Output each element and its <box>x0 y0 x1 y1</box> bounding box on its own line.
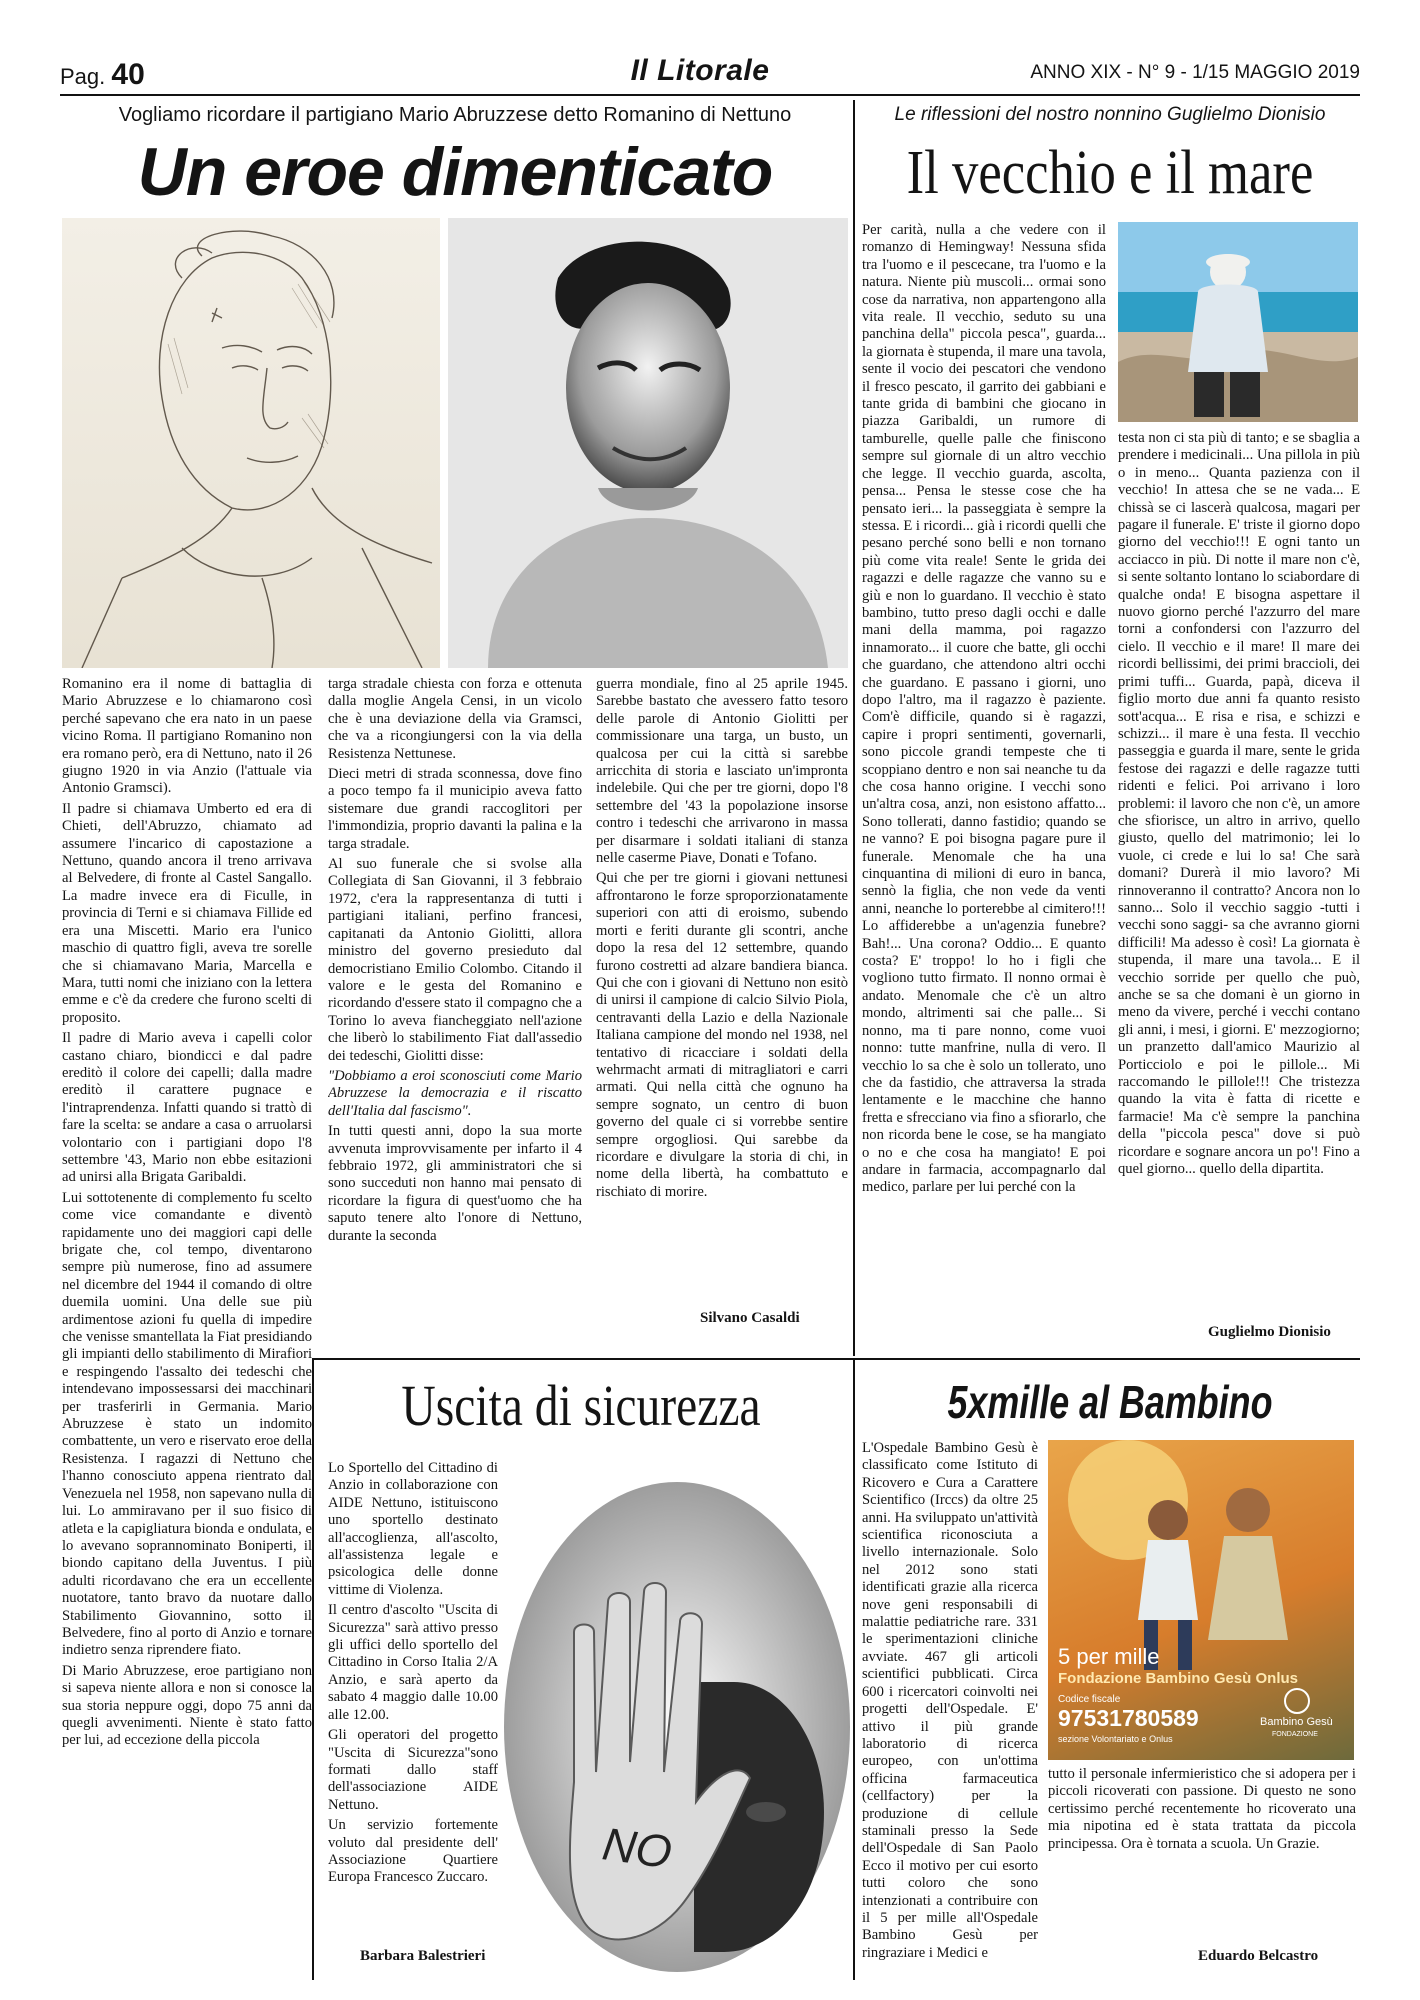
bambino-title: 5xmille al Bambino <box>947 1376 1273 1428</box>
issue-info: ANNO XIX - N° 9 - 1/15 MAGGIO 2019 <box>1030 62 1360 83</box>
lower-divider <box>853 1358 855 1980</box>
old-man-by-sea-photo <box>1118 222 1358 422</box>
page-number-value: 40 <box>111 58 145 91</box>
right-byline: Guglielmo Dionisio <box>1208 1324 1331 1340</box>
page-label: Pag. <box>60 64 106 89</box>
left-article-col-2: targa stradale chiesta con forza e ottenuta dalla moglie Angela Censi, in un vicolo che è una deviazione della via Gramsci, che va a ricongiungersi con la via della Resistenza Nettunese. Dieci metri di strada sconnessa, dove fino a poco tempo fa il municipio aveva fatto sistemare due grandi raccoglitori per l'immondizia, proprio davanti la palina e la targa stradale. Al suo funerale che si svolse alla Collegiata di San Giovanni, il 3 febbraio 1972, c'era la rappresentanza di tutti i partigiani italiani, perfino francesi, capitanati da Antonio Giolitti, allora ministro del governo presieduto dal democristiano Emilio Colombo. Citando il valore e le gesta del Romanino e ricordando d'essere stato il compagno che a Torino lo aveva fiancheggiato nell'azione che liberò lo stabilimento Fiat dall'assedio dei tedeschi, Giolitti disse: "Dobbiamo a eroi sconosciuti come Mario Abruzzese la democrazia e il riscatto dell'Italia dal fascismo". In tutti questi anni, dopo la sua morte avvenuta improvvisamente per infarto il 4 febbraio 1972, gli amministratori che si sono succeduti non hanno mai pensato di ricordare la figura di quest'uomo che ha saputo tenere alto l'onore di Nettuno, durante la seconda <box>328 676 582 1244</box>
right-kicker: Le riflessioni del nostro nonnino Guglielmo Dionisio <box>894 104 1326 125</box>
exit-title: Uscita di sicurezza <box>401 1373 761 1438</box>
poster-code-label: Codice fiscale <box>1058 1694 1121 1705</box>
poster-logo-sub: FONDAZIONE <box>1272 1731 1318 1738</box>
lower-section-rule <box>312 1358 1360 1360</box>
hand-no-text: NO <box>599 1817 675 1879</box>
right-article-col-1: Per carità, nulla a che vedere con il romanzo di Hemingway! Nessuna sfida tra l'uomo e il pescecane, tra l'uomo e la natura. Niente più muscoli... ormai sono cose da narrativa, non appartengono alla vita reale. Il vecchio, seduto su una panchina della" piccola pesca", guarda... la giornata è stupenda, il mare una tavola, sente il vocio dei pescatori che vendono il fresco pescato, il garrito dei gabbiani e tante grida di bambini che giocano in piazza Garibaldi, un rumore di tamburelle, quelle palle che finiscono sempre sul giornale di un altro vecchio che legge. Il vecchio guarda, ascolta, pensa... Pensa le stesse cose che ha pensato ieri... la passeggiata è sempre la stessa. E i ricordi... già i ricordi quelli che pesano perché sono belli e non tornano più come vita reale! Sente le grida dei ragazzi e delle ragazze che vanno su e giù e non lo guardano. Il vecchio è stato bambino, tutto preso dagli occhi e dalle mani della mamma, poi ragazzo innamorato... il cuore che batte, gli occhi che guardano, che attendono altri occhi che guardano. E passano i giorni, uno dopo l'altro, ma il ragazzo è paziente. Com'è difficile, quando si è ragazzi, capire i propri sentimenti, governarli, sono piccole grandi tempeste che ti scoppiano dentro e non sai neanche tu da che cosa hanno origine. I vecchi sono un'altra cosa, anzi, non esistono affatto... Sono tollerati, danno fastidio; quando se ne vanno? E poi bisogna pagare pure il funerale. Menomale che ha una cinquantina di milioni di euro in banca, sennò la figlia, che non vede da venti anni, neanche lo porterebbe al cimitero!!! Lo affiderebbe a un'agenzia funebre? Bah!... Una corona? Oddio... E quanto costa? E' troppo! lo ho i figli che vogliono tutto firmato. Il nonno ormai è andato. Menomale che c'è un altro mondo, altrimenti sai che palle... Si nonno, ma ti pare nonno, come vuoi nonno: tutte manfrine, nulla di vero. Il vecchio lo sa che è solo un tollerato, uno che da fastidio, che attraversa la strada lentamente e le macchine che hanno fretta e sfrecciano via fino a sfiorarlo, che non ricorda bene le cose, se ha mangiato o no e che cosa ha mangiato! E poi andare in farmacia, accompagnarlo dal medico, parlare per lui perché con la <box>862 222 1106 1196</box>
left-byline: Silvano Casaldi <box>700 1310 800 1326</box>
poster-line1: 5 per mille <box>1058 1644 1160 1669</box>
bambino-byline: Eduardo Belcastro <box>1198 1948 1319 1964</box>
bambino-gesu-poster <box>1048 1440 1354 1760</box>
bambino-col-2: tutto il personale infermieristico che si adopera per i piccoli ricoverati con passione. Di questo ne sono certissimo perché recentemente ho ricoverato una mia nipotina ed è stata trattata da piccola principessa. Ora è tornata a scuola. Un Grazie. <box>1048 1766 1356 1852</box>
column-divider <box>853 100 855 1356</box>
bambino-col-1: L'Ospedale Bambino Gesù è classificato come Istituto di Ricovero e Cura a Carattere Scientifico (Irccs) da oltre 25 anni. Ha sviluppato un'attività scientifica riconosciuta a livello internazionale. Solo nel 2012 sono stati identificati grazie alla ricerca nove geni responsabili di malattie pediatriche rare. 331 le sperimentazioni cliniche avviate. 467 gli articoli scientifici pubblicati. Circa 600 i ricercatori coinvolti nei progetti dell'Ospedale. E' attivo il più grande laboratorio di ricerca europeo, con un'ottima officina farmaceutica (cellfactory) per la produzione di cellule staminali presso la Sede dell'Ospedale di San Paolo Ecco il motivo per cui esorto tutti coloro che sono intenzionati a contribuire con il 5 per mille all'Ospedale Bambino Gesù per ringraziare i Medici e <box>862 1440 1038 1961</box>
left-article-col-3: guerra mondiale, fino al 25 aprile 1945. Sarebbe bastato che avessero fatto tesoro delle parole di Antonio Giolitti per commissionare una targa, un busto, un qualcosa per cui la città si sarebbe arricchita di storia e lasciato un'impronta indelebile. Qui che per tre giorni, dopo l'8 settembre del '43 la popolazione insorse contro i tedeschi che arrivarono in massa per disarmare i soldati italiani di stanza nelle caserme Piave, Donati e Tofano. Qui che per tre giorni i giovani nettunesi affrontarono le forze sproporzionatamente superiori con atti di eroismo, subendo morti e feriti durante gli scontri, anche dopo la resa del 12 settembre, quando furono costretti ad alzare bandiera bianca. Qui che con i giovani di Nettuno non esitò di unirsi il campione di calcio Silvio Piola, centravanti della Lazio e della Nazionale Italiana campione del mondo nel 1938, nel tentativo di ricacciare i soldati della wehrmacht armati di mitragliatori e carri armati. Qui nella città che ognuno ha sempre sognato, un centro di buon governo del quale ci si vorrebbe sentire sempre orgogliosi. Qui sarebbe da ricordare e divulgare la storia di chi, in nome della libertà, ha combattuto e rischiato di morire. <box>596 676 848 1200</box>
left-title: Un eroe dimenticato <box>137 134 773 210</box>
poster-code: 97531780589 <box>1058 1705 1199 1731</box>
page-number <box>60 58 145 92</box>
right-title: Il vecchio e il mare <box>906 139 1314 207</box>
stop-violence-hand-photo <box>504 1482 850 1972</box>
left-article-col-1: Romanino era il nome di battaglia di Mario Abruzzese e lo chiamarono così perché sapevano che era nato in un paese vicino Roma. Il partigiano Romanino non era romano però, era di Nettuno, nato il 26 giugno 1920 in via Anzio (l'attuale via Antonio Gramsci). Il padre si chiamava Umberto ed era di Chieti, dell'Abruzzo, chiamato ad assumere l'incarico di capostazione a Nettuno, quando ancora il treno arrivava al Belvedere, di fronte al Castel Sangallo. La madre invece era di Ficulle, in provincia di Terni e si chiamava Fillide ed era una Miscetti. Mario era l'unico maschio di quattro figli, aveva tre sorelle che si chiamavano Maria, Marcella e Mara, tutti nomi che iniziano con la lettera emme e c'è da credere che furono scelti di proposito. Il padre di Mario aveva i capelli color castano chiaro, biondicci e dal padre ereditò il colore dei capelli; dalla madre ereditò il carattere pugnace e l'intraprendenza. Infatti quando si trattò di fare la scelta: se andare a casa o arruolarsi volontario con i partigiani dopo l'8 settembre '43, Mario non ebbe esitazioni ad unirsi alla Brigata Garibaldi. Lui sottotenente di complemento fu scelto come vice comandante e diventò rapidamente uno dei maggiori capi delle brigate che, col tempo, diventarono sempre più numerose, fino ad assumere nel dicembre del 1944 il comando di oltre duemila uomini. Una delle sue più ardimentose azioni fu quella di impedire che venisse smantellata la Fiat presidiando gli impianti dello stabilimento di Mirafiori e respingendo l'assalto dei tedeschi che intendevano impossessarsi dei macchinari per trasferirli in Germania. Mario Abruzzese è stato un indomito combattente, un vero e riservato eroe della Resistenza. I ragazzi di Nettuno che l'hanno conosciuto appena rientrato dal Venezuela nel 1958, non sapevano nulla di lui. Lo ammiravano per il suo fisico di atleta e la capigliatura bionda e ondulata, e lo avevano soprannominato Boniperti, il biondo capitano della Juventus. I più adulti ricordavano che era un eccellente nuotatore, tanto bravo da nuotare dallo Stabilimento Giovannino, sotto il Belvedere, fino al porto di Anzio e tornare indietro senza riprendere fiato. Di Mario Abruzzese, eroe partigiano non si sapeva niente allora e non si conosce la sua storia neppure oggi, dopo 75 anni da quegli avvenimenti. Niente è stato fatto per lui, ad eccezione della piccola <box>62 676 312 1749</box>
exit-byline: Barbara Balestrieri <box>360 1948 486 1964</box>
left-kicker: Vogliamo ricordare il partigiano Mario Abruzzese detto Romanino di Nettuno <box>118 104 792 126</box>
lower-left-border <box>312 1358 314 1980</box>
swimmer-photo <box>448 218 848 668</box>
right-article-col-2: testa non ci sta più di tanto; e se sbaglia a prendere i medicinali... Una pillola in più o in meno... Quanta pazienza con il vecchio! In attesa che se ne vada... E chissà se ci lascerà qualcosa, magari per pagare il funerale. E' triste il giorno dopo giorno del vecchio!!! E ogni tanto un acciacco in più. Di notte il mare non c'è, si sente soltanto lontano lo sciabordare di qualche onda! E bisogna aspettare il nuovo giorno perché l'azzurro del mare torni a confondersi con l'azzurro del cielo. Il vecchio e il mare! Il mare dei ricordi bellissimi, dei primi braccioli, dei primi tuffi... Guarda, papà, diceva il figlio morto due anni fa quanto resisto sott'acqua... E risa e risa, e schizzi e schizzi... il mare è una festa. Il vecchio passeggia e guarda il mare, sente le grida festose dei ragazzi e delle ragazze tutti ridenti e felici. Poi arrivano i loro problemi: il lavoro che non c'è, un amore che sfiorisce, un altro in arrivo, quello giusto, quello del matrimonio; lei lo vuole, ci crede e lui lo sa! Che sarà domani? Durerà il mio lavoro? Mi rinnoveranno il contratto? Ancora non lo sanno... Solo il vecchio saggio -tutti i vecchi sono saggi- sa che avranno giorni difficili! Ma adesso è così! La giornata è stupenda, il mare una tavola... E il vecchio sorride per quello che può, anche se sa che domani è un giorno in meno da vivere, perché i vecchi contano gli anni, i mesi, i giorni. E' mezzogiorno; un pranzetto dall'amico Maurizio al Porticciolo e poi le pillole... Mi raccomando le pillole!!! Che tristezza quando la vita è fatta di ricette e farmacie! Ma c'è sempre la panchina della "piccola pesca" dove si può ricordare e sognare ancora un po'! Fino a quel giorno... quello della dipartita. <box>1118 430 1360 1178</box>
exit-body: Lo Sportello del Cittadino di Anzio in collaborazione con AIDE Nettuno, istituiscono uno sportello destinato all'accoglienza, all'ascolto, all'assistenza legale e psicologica delle donne vittime di Violenza. Il centro d'ascolto "Uscita di Sicurezza" sarà attivo presso gli uffici dello sportello del Cittadino in Corso Italia 2/A Anzio, e sarà aperto da sabato 4 maggio dalle 10.00 alle 12.00. Gli operatori del progetto "Uscita di Sicurezza"sono formati dallo staff dell'associazione AIDE Nettuno. Un servizio fortemente voluto dal presidente dell' Associazione Quartiere Europa Francesco Zuccaro. <box>328 1460 498 1886</box>
header-rule <box>60 94 1360 96</box>
masthead: Il Litorale <box>630 54 770 87</box>
bambino-gesu-logo-icon <box>1284 1688 1310 1714</box>
partisan-sketch-image <box>62 218 440 668</box>
poster-line2: Fondazione Bambino Gesù Onlus <box>1058 1670 1299 1687</box>
poster-code-sub: sezione Volontariato e Onlus <box>1058 1734 1173 1744</box>
poster-logo: Bambino Gesù <box>1260 1716 1333 1728</box>
